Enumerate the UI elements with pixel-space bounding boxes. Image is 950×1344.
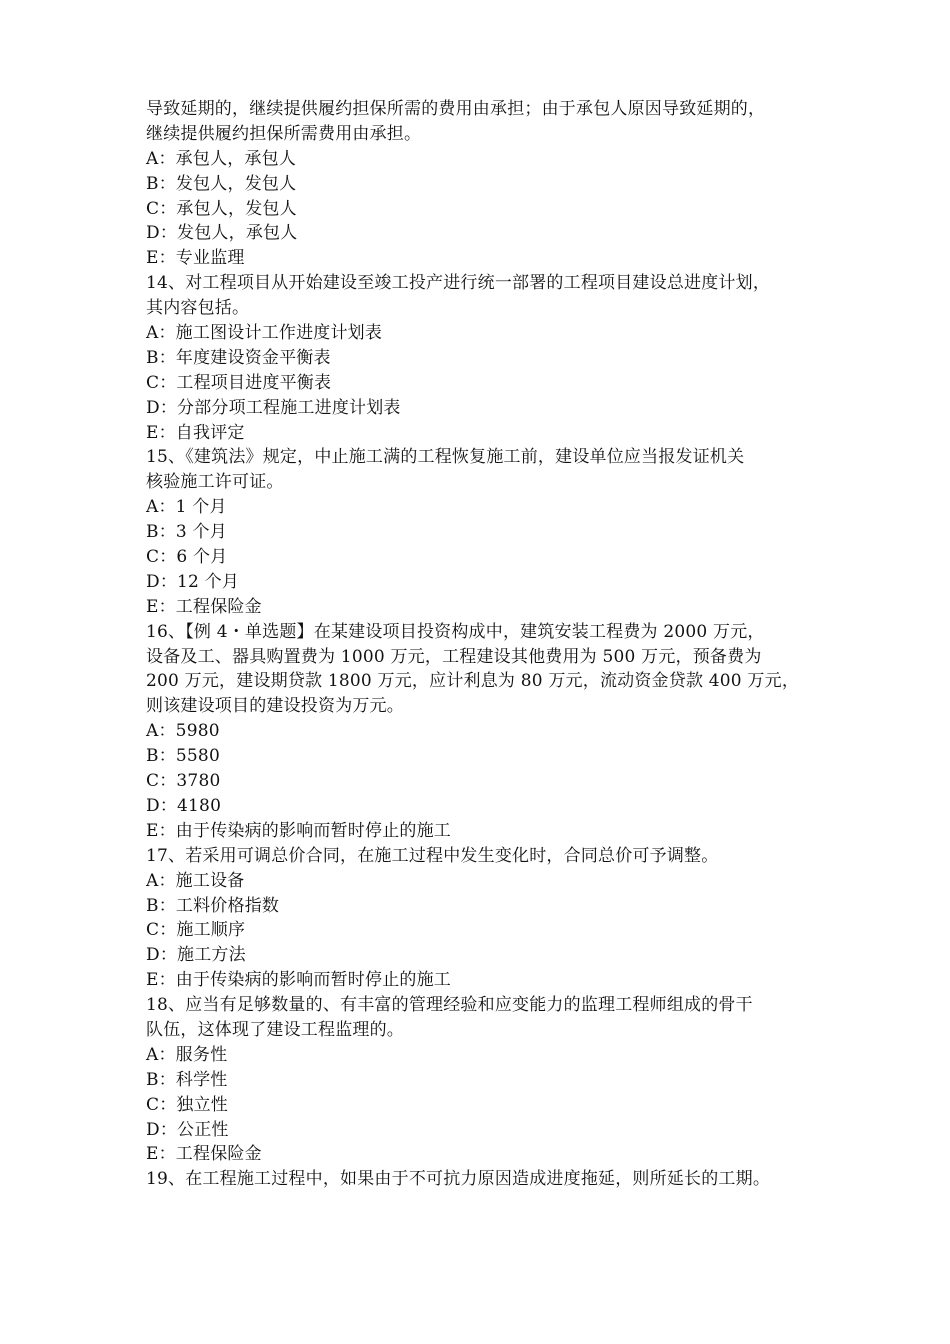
question-12-option-a: A：承包人，承包人: [146, 148, 297, 169]
question-18-text-line-1: 18、应当有足够数量的、有丰富的管理经验和应变能力的监理工程师组成的骨干: [146, 995, 753, 1016]
question-18-option-d: D：公正性: [146, 1119, 229, 1140]
question-16-option-c: C：3780: [146, 771, 221, 792]
question-15-option-e: E：工程保险金: [146, 596, 262, 617]
question-12-option-c: C：承包人，发包人: [146, 198, 297, 219]
question-16-option-d: D：4180: [146, 795, 222, 816]
question-12-text-line-1: 导致延期的，继续提供履约担保所需的费用由承担；由于承包人原因导致延期的，: [146, 99, 766, 119]
question-17-option-b: B：工料价格指数: [146, 895, 280, 916]
question-18-option-e: E：工程保险金: [146, 1144, 262, 1165]
question-15-option-d: D：12 个月: [146, 571, 240, 592]
question-18-text-line-2: 队伍，这体现了建设工程监理的。: [146, 1019, 404, 1040]
question-16-text-line-3: 200 万元，建设期贷款 1800 万元，应计利息为 80 万元，流动资金贷款 400 万元，: [146, 671, 800, 692]
question-17-option-e: E：由于传染病的影响而暂时停止的施工: [146, 970, 452, 991]
question-16-option-b: B：5580: [146, 746, 220, 767]
question-14-option-e: E：自我评定: [146, 422, 245, 443]
question-14-option-b: B：年度建设资金平衡表: [146, 347, 331, 368]
question-15-option-b: B：3 个月: [146, 522, 227, 543]
question-18-option-c: C：独立性: [146, 1094, 229, 1115]
question-16-text-line-1: 16、【例 4・单选题】在某建设项目投资构成中，建筑安装工程费为 2000 万元，: [146, 621, 765, 642]
question-16-text-line-4: 则该建设项目的建设投资为万元。: [146, 696, 404, 717]
question-17-option-a: A：施工设备: [146, 870, 245, 891]
question-18-option-b: B：科学性: [146, 1069, 228, 1090]
question-15-option-a: A：1 个月: [146, 497, 227, 518]
question-14-option-a: A：施工图设计工作进度计划表: [146, 323, 383, 344]
question-12-option-e: E：专业监理: [146, 248, 245, 269]
question-17-option-d: D：施工方法: [146, 945, 246, 966]
question-15-text-line-2: 核验施工许可证。: [146, 472, 284, 493]
question-16-option-e: E：由于传染病的影响而暂时停止的施工: [146, 820, 452, 841]
question-16-option-a: A：5980: [146, 721, 220, 742]
question-17-text-line-1: 17、若采用可调总价合同，在施工过程中发生变化时，合同总价可予调整。: [146, 845, 719, 866]
question-14-text-line-1: 14、对工程项目从开始建设至竣工投产进行统一部署的工程项目建设总进度计划，: [146, 273, 771, 294]
document-page: [146, 97, 818, 1192]
question-12-option-b: B：发包人，发包人: [146, 173, 297, 194]
question-17-option-c: C：施工顺序: [146, 920, 246, 941]
question-14-text-line-2: 其内容包括。: [146, 298, 250, 319]
question-19-text-line-1: 19、在工程施工过程中，如果由于不可抗力原因造成进度拖延，则所延长的工期。: [146, 1169, 771, 1190]
question-12-option-d: D：发包人，承包人: [146, 223, 298, 244]
question-14-option-d: D：分部分项工程施工进度计划表: [146, 397, 401, 418]
question-18-option-a: A：服务性: [146, 1044, 228, 1065]
question-15-text-line-1: 15、《建筑法》规定，中止施工满的工程恢复施工前，建设单位应当报发证机关: [146, 447, 745, 468]
question-16-text-line-2: 设备及工、器具购置费为 1000 万元，工程建设其他费用为 500 万元，预备费为: [146, 646, 762, 667]
question-15-option-c: C：6 个月: [146, 547, 228, 568]
question-14-option-c: C：工程项目进度平衡表: [146, 372, 332, 393]
question-12-text-line-2: 继续提供履约担保所需费用由承担。: [146, 123, 422, 144]
